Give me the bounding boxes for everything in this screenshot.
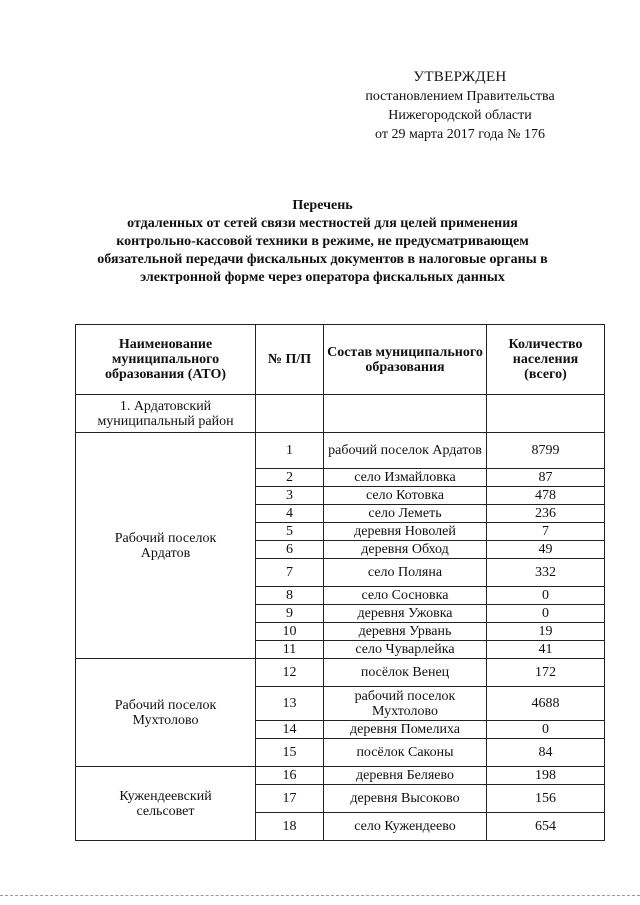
locality-name: село Леметь [324,505,487,523]
scan-edge-line [0,895,640,898]
table-header-row [76,325,605,395]
row-number: 4 [256,505,324,523]
row-number: 14 [256,721,324,739]
row-number: 16 [256,767,324,785]
row-number: 11 [256,641,324,659]
row-number: 3 [256,487,324,505]
row-number: 1 [256,433,324,469]
locality-name: село Чуварлейка [324,641,487,659]
approval-stamp [340,68,580,144]
row-number: 5 [256,523,324,541]
row-number: 10 [256,623,324,641]
empty-cell [487,395,605,433]
row-number: 6 [256,541,324,559]
population-value: 156 [487,785,605,813]
population-value: 0 [487,721,605,739]
municipality-name: Кужендеевский сельсовет [76,767,256,841]
header-composition: Состав муниципального образования [324,325,487,395]
population-value: 0 [487,587,605,605]
document-title [60,197,585,287]
locality-name: посёлок Венец [324,659,487,687]
empty-cell [256,395,324,433]
population-value: 478 [487,487,605,505]
municipality-name: Рабочий поселок Ардатов [76,433,256,659]
row-number: 17 [256,785,324,813]
municipality-name: Рабочий поселок Мухтолово [76,659,256,767]
population-value: 7 [487,523,605,541]
header-municipality: Наименование муниципального образования (АТО) [76,325,256,395]
approval-line-region: Нижегородской области [388,108,532,123]
row-number: 13 [256,687,324,721]
locality-name: село Кужендеево [324,813,487,841]
locality-name: рабочий поселок Мухтолово [324,687,487,721]
table-row [76,659,605,687]
title-line-3: контрольно-кассовой техники в режиме, не предусматривающем [116,234,529,249]
population-value: 87 [487,469,605,487]
population-value: 332 [487,559,605,587]
locality-name: село Котовка [324,487,487,505]
locality-name: село Поляна [324,559,487,587]
row-number: 9 [256,605,324,623]
population-value: 8799 [487,433,605,469]
population-value: 19 [487,623,605,641]
locality-name: деревня Урвань [324,623,487,641]
district-row [76,395,605,433]
locality-name: деревня Новолей [324,523,487,541]
population-value: 0 [487,605,605,623]
title-line-5: электронной форме через оператора фискальных данных [140,270,505,285]
row-number: 2 [256,469,324,487]
population-value: 198 [487,767,605,785]
empty-cell [324,395,487,433]
title-line-1: Перечень [292,198,353,213]
header-number: № П/П [256,325,324,395]
approval-line-date: от 29 марта 2017 года № 176 [375,127,545,142]
locality-name: село Сосновка [324,587,487,605]
row-number: 15 [256,739,324,767]
locality-name: деревня Беляево [324,767,487,785]
locality-name: село Измайловка [324,469,487,487]
locality-name: деревня Высоково [324,785,487,813]
locality-name: посёлок Саконы [324,739,487,767]
title-line-4: обязательной передачи фискальных документов в налоговые органы в [97,252,548,267]
title-line-2: отдаленных от сетей связи местностей для целей применения [127,216,518,231]
approval-line-authority: постановлением Правительства [365,89,555,104]
row-number: 18 [256,813,324,841]
localities-table [75,324,605,841]
table-body [76,395,605,841]
population-value: 4688 [487,687,605,721]
locality-name: деревня Обход [324,541,487,559]
population-value: 41 [487,641,605,659]
population-value: 84 [487,739,605,767]
population-value: 49 [487,541,605,559]
population-value: 654 [487,813,605,841]
header-population: Количество населения (всего) [487,325,605,395]
row-number: 8 [256,587,324,605]
locality-name: деревня Ужовка [324,605,487,623]
locality-name: рабочий поселок Ардатов [324,433,487,469]
locality-name: деревня Помелиха [324,721,487,739]
approval-heading: УТВЕРЖДЕН [413,69,507,85]
population-value: 172 [487,659,605,687]
table-row [76,767,605,785]
table-row [76,433,605,469]
district-name: 1. Ардатовский муниципальный район [76,395,256,433]
row-number: 12 [256,659,324,687]
row-number: 7 [256,559,324,587]
population-value: 236 [487,505,605,523]
